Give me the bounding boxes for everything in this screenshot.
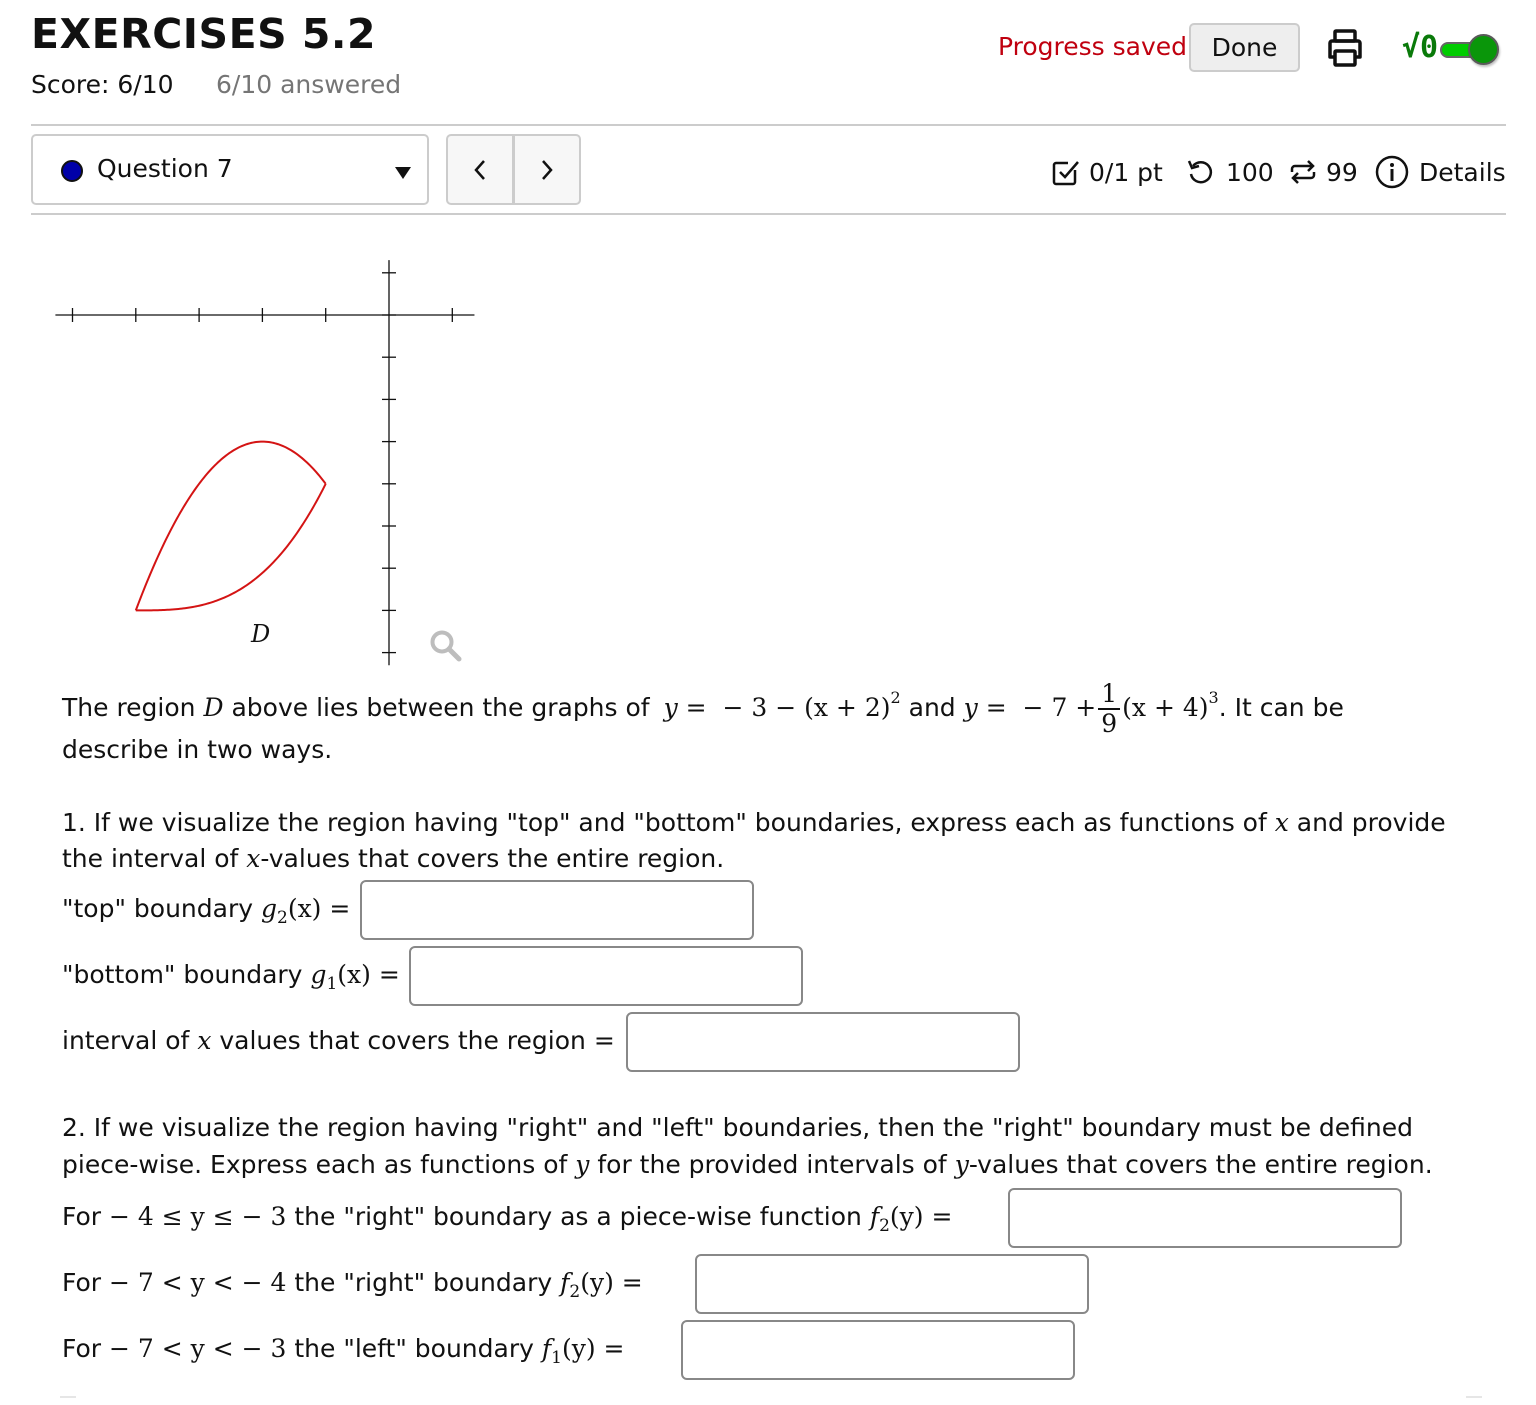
points-value: 0/1 pt — [1089, 157, 1163, 187]
card-edge — [60, 1396, 76, 1398]
answered-count: 6/10 answered — [216, 70, 402, 99]
right-piecewise-label: For − 4 ≤ y ≤ − 3 the "right" boundary as a piece-wise function $f_2(y)$ = — [62, 1202, 953, 1236]
part2-instructions-line2: piece-wise. Express each as functions of y for the provided intervals of y-values that covers the entire region. — [62, 1150, 1433, 1179]
top-curve — [136, 442, 326, 611]
left-boundary-label: For − 7 < y < − 3 the "left" boundary $f_1(y)$ = — [62, 1334, 625, 1368]
done-button[interactable]: Done — [1189, 23, 1300, 72]
caret-down-icon — [395, 167, 411, 179]
card-edge — [1466, 1396, 1482, 1398]
left-boundary-input[interactable] — [681, 1320, 1075, 1380]
question-select[interactable] — [31, 134, 429, 205]
graph-canvas — [55, 255, 475, 675]
top-boundary-input[interactable] — [360, 880, 754, 940]
math-display-icon: √0 — [1402, 30, 1439, 65]
fraction: $\frac{1}{9}$ — [1098, 680, 1120, 738]
x-interval-label: interval of x values that covers the region = — [62, 1026, 615, 1055]
previous-question-button[interactable] — [448, 136, 515, 203]
repeat-icon — [1288, 157, 1318, 187]
chevron-right-icon — [539, 158, 555, 182]
right-lower-label: For − 7 < y < − 4 the "right" boundary $f_2(y)$ = — [62, 1268, 643, 1302]
divider — [31, 213, 1506, 215]
bottom-boundary-input[interactable] — [409, 946, 803, 1006]
bottom-curve — [136, 484, 326, 611]
toggle-knob — [1468, 34, 1499, 65]
info-icon — [1375, 155, 1409, 189]
bottom-boundary-label: "bottom" boundary $g_1(x)$ = — [62, 960, 400, 994]
magnifier-icon[interactable] — [428, 628, 464, 664]
question-status-dot — [61, 160, 83, 182]
retries-value: 100 — [1226, 157, 1274, 187]
score: Score: 6/10 — [31, 70, 174, 99]
problem-statement-line2: describe in two ways. — [62, 735, 333, 764]
page-title: EXERCISES 5.2 — [31, 10, 377, 58]
printer-icon[interactable] — [1326, 28, 1364, 68]
details-button[interactable] — [1375, 150, 1506, 194]
attempts — [1288, 150, 1358, 194]
region-label: D — [251, 620, 271, 648]
question-select-label: Question 7 — [97, 154, 233, 183]
retries — [1186, 150, 1274, 194]
checkbox-icon — [1051, 157, 1081, 187]
part2-instructions: 2. If we visualize the region having "right" and "left" boundaries, then the "right" boundary must be defined — [62, 1113, 1413, 1142]
next-question-button[interactable] — [515, 136, 579, 203]
undo-icon — [1186, 157, 1216, 187]
divider — [31, 124, 1506, 126]
problem-statement: The region D above lies between the graphs of y = − $3 - (x + 2)^2$ and y = − 7 + $\frac{1}{9}$ $(x + 4)^3$. It can be — [62, 679, 1344, 738]
right-lower-input[interactable] — [695, 1254, 1089, 1314]
top-boundary-label: "top" boundary $g_2(x)$ = — [62, 894, 351, 928]
details-label: Details — [1419, 157, 1506, 187]
math-display-toggle[interactable] — [1438, 33, 1500, 67]
attempts-value: 99 — [1326, 157, 1358, 187]
region-graph — [55, 255, 475, 675]
question-points — [1051, 150, 1163, 194]
part1-instructions-line2: the interval of x-values that covers the entire region. — [62, 844, 725, 873]
question-nav-buttons — [446, 134, 581, 205]
chevron-left-icon — [472, 158, 488, 182]
x-interval-input[interactable] — [626, 1012, 1020, 1072]
right-piecewise-input[interactable] — [1008, 1188, 1402, 1248]
progress-status: Progress saved — [998, 32, 1188, 61]
part1-instructions: 1. If we visualize the region having "top" and "bottom" boundaries, express each as functions of x and provide — [62, 808, 1446, 837]
